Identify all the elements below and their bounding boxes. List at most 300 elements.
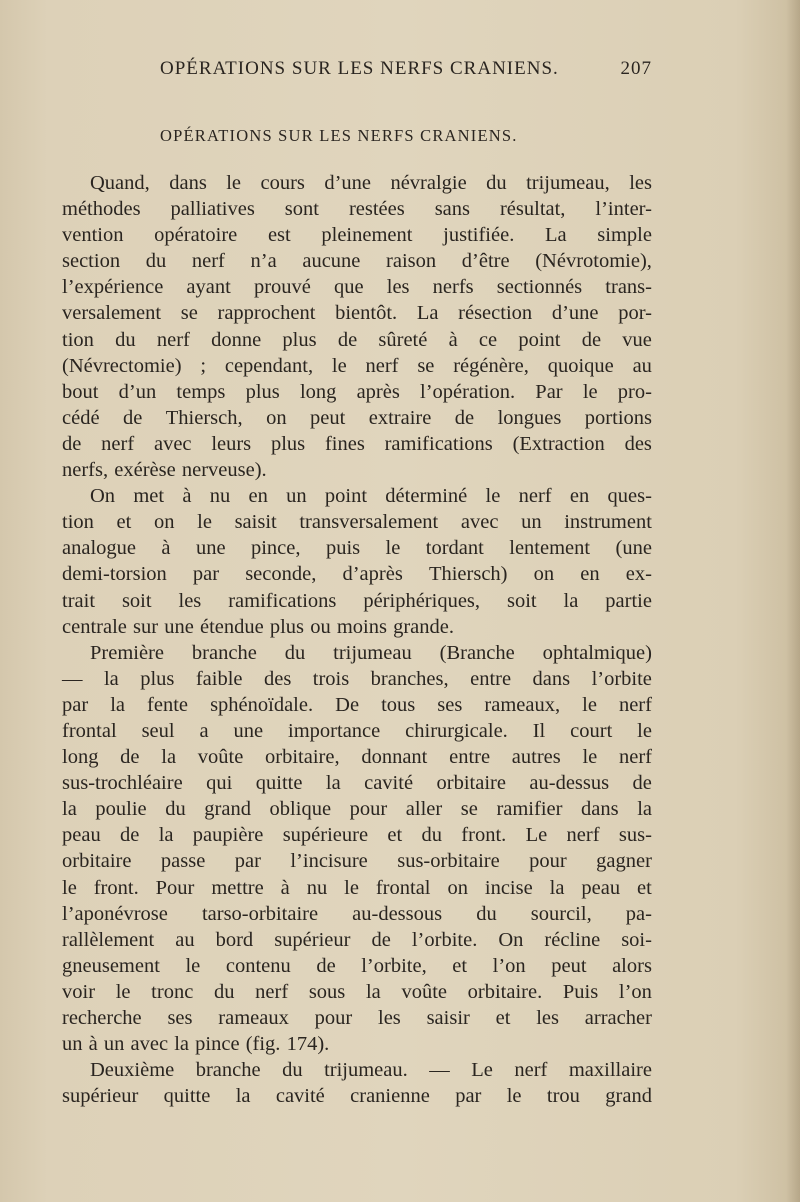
word: recherche [62, 1007, 142, 1029]
word: donnant [361, 746, 428, 769]
running-head-title: OPÉRATIONS SUR LES NERFS CRANIENS. [160, 58, 559, 79]
word: sont [284, 198, 319, 221]
word: à [88, 1033, 98, 1056]
word: aller [405, 798, 443, 821]
word: restées [348, 198, 405, 221]
word: par [62, 693, 89, 716]
word: gagner [596, 850, 652, 873]
word: des [263, 667, 292, 690]
word: nerf [101, 432, 135, 455]
word: dans [581, 798, 619, 821]
word: et [637, 876, 652, 899]
word: cependant, [224, 354, 314, 377]
word: du [282, 1059, 303, 1082]
word: les [386, 276, 410, 299]
word: Quand, [90, 172, 150, 194]
word: poulie [95, 798, 147, 821]
word: se [460, 798, 478, 821]
word: ce [478, 328, 498, 351]
word: se [180, 302, 198, 325]
word: à [161, 537, 171, 560]
word: trijumeau [333, 641, 412, 664]
text-line [62, 1031, 652, 1057]
word: cavité [364, 772, 414, 795]
text-line [62, 274, 652, 300]
word: des [624, 432, 652, 455]
text-line [62, 666, 652, 692]
word: la [110, 693, 126, 716]
word: Le [525, 824, 548, 847]
text-line [62, 953, 652, 979]
word: gneusement [62, 954, 160, 977]
word: quoique [547, 354, 614, 377]
word: névralgie [390, 172, 467, 194]
word: le [637, 719, 652, 742]
word: ex- [625, 563, 652, 586]
word: pa- [625, 902, 652, 925]
word: de [122, 406, 143, 429]
word: tordant [425, 537, 484, 560]
word: dans [532, 667, 571, 690]
word: ramifier [496, 798, 563, 821]
word: longues [497, 406, 562, 429]
word: plus [140, 667, 175, 690]
word: l’inter- [595, 198, 652, 221]
word: l’orbite, [361, 954, 427, 977]
word: trijumeau, [526, 172, 610, 194]
text-line [62, 588, 652, 614]
word: un [103, 1033, 125, 1056]
word: au-dessous [352, 902, 443, 925]
word: ses [167, 1007, 193, 1029]
text-line [62, 848, 652, 874]
word: Deuxième [90, 1059, 175, 1082]
word: trait [62, 589, 96, 612]
word: du [421, 824, 442, 847]
word: quitte [255, 772, 303, 795]
word: rallèlement [62, 928, 155, 951]
text-line [62, 770, 652, 796]
word: un [62, 1033, 83, 1056]
word: l’orbite. [411, 928, 478, 951]
word: 174). [286, 1033, 330, 1056]
word: le [185, 954, 201, 977]
word: du [145, 250, 167, 273]
word: bientôt. [335, 302, 398, 325]
word: saisir [426, 1007, 470, 1029]
word: d’après [342, 563, 403, 586]
word: une [233, 719, 264, 742]
word: la [158, 824, 174, 847]
word: cranienne [350, 1085, 430, 1108]
word: La [545, 224, 567, 247]
section-title: OPÉRATIONS SUR LES NERFS CRANIENS. [160, 126, 518, 145]
word: supérieure [282, 824, 369, 847]
page-edge-shadow [786, 0, 800, 1202]
word: l’on [492, 954, 526, 977]
word: le [582, 746, 598, 769]
word: le [197, 511, 212, 534]
word: nerf [365, 354, 399, 377]
word: le [115, 980, 131, 1003]
text-line [62, 327, 652, 353]
text-line [62, 431, 652, 457]
text-line [62, 901, 652, 927]
word: opératoire [154, 224, 238, 247]
word: nerf [618, 746, 652, 769]
word: un [521, 511, 542, 534]
word: On [498, 928, 524, 951]
word: de [581, 328, 602, 351]
word: du [284, 641, 306, 664]
word: rameaux, [484, 693, 561, 716]
word: alors [612, 954, 652, 977]
word: (Névrotomie), [535, 250, 652, 273]
word: la [235, 1085, 251, 1108]
word: un [286, 485, 307, 508]
word: par [192, 563, 220, 586]
word: partie [605, 589, 652, 612]
word: voir [62, 980, 96, 1003]
word: — [62, 667, 83, 690]
word: point [518, 328, 561, 351]
text-line [62, 300, 652, 326]
word: sus- [618, 824, 652, 847]
word: sans [434, 198, 470, 221]
text-line [62, 692, 652, 718]
word: soit [121, 589, 152, 612]
word: n’a [250, 250, 277, 273]
word: peau [62, 824, 101, 847]
word: peut [310, 406, 346, 429]
text-line [62, 483, 652, 509]
word: on [447, 876, 468, 899]
text-line [62, 561, 652, 587]
word: oblique [269, 798, 332, 821]
word: Première [90, 641, 164, 664]
word: plus [270, 432, 306, 455]
word: les [536, 1007, 559, 1029]
word: seconde, [245, 563, 317, 586]
word: avec [460, 511, 499, 534]
word: (une [615, 537, 652, 560]
word: nerf [518, 485, 552, 508]
word: le [582, 693, 597, 716]
word: tion [62, 511, 94, 534]
word: à [448, 328, 458, 351]
word: nerfs [432, 276, 474, 299]
word: on [533, 563, 555, 586]
word: d’être [461, 250, 510, 273]
page-number: 207 [620, 58, 652, 79]
word: pro- [617, 380, 652, 403]
word: la [365, 980, 381, 1003]
word: de [337, 328, 358, 351]
word: quitte [163, 1085, 211, 1108]
word: le [344, 876, 359, 899]
word: la [325, 772, 341, 795]
word: les [178, 589, 202, 612]
word: pince, [250, 537, 301, 560]
word: bout [62, 380, 99, 403]
word: mettre [211, 876, 264, 899]
word: pleinement [321, 224, 413, 247]
word: d’une [551, 302, 599, 325]
word: nerf [191, 250, 225, 273]
word: temps [176, 380, 226, 403]
text-line [62, 718, 652, 744]
word: pince [195, 1033, 240, 1056]
word: transversalement [299, 511, 439, 534]
word: que [334, 276, 364, 299]
word: La [416, 302, 439, 325]
word: de [316, 954, 336, 977]
word: récline [544, 928, 601, 951]
word: moins [336, 615, 387, 638]
word: raison [386, 250, 437, 273]
word: Thiersch) [428, 563, 508, 586]
text-line [62, 1005, 652, 1031]
word: entre [449, 746, 491, 769]
word: méthodes [62, 198, 141, 221]
word: l’orbite [591, 667, 652, 690]
word: supérieur [62, 1085, 139, 1108]
word: peut [551, 954, 587, 977]
word: soit [506, 589, 537, 612]
word: soi- [621, 928, 652, 951]
word: ses [437, 693, 463, 716]
word: d’une [324, 172, 371, 194]
word: par [234, 850, 261, 873]
word: nerf [255, 980, 289, 1003]
word: section [62, 250, 121, 273]
running-head [160, 58, 652, 80]
word: orbitaire [62, 850, 132, 873]
word: la [563, 589, 579, 612]
word: les [629, 172, 652, 194]
word: qui [206, 772, 233, 795]
word: (fig. [245, 1033, 281, 1056]
text-line [62, 979, 652, 1005]
word: sourcil, [530, 902, 592, 925]
word: l’opération. [420, 380, 516, 403]
word: sus-orbitaire [397, 850, 500, 873]
word: sphénoïdale. [210, 693, 314, 716]
word: le [582, 380, 598, 403]
word: orbitaire [436, 772, 506, 795]
word: cours [260, 172, 305, 194]
word: trois [312, 667, 350, 690]
word: résultat, [499, 198, 566, 221]
body-text [62, 170, 652, 1109]
word: on [266, 406, 287, 429]
word: l’on [618, 980, 652, 1003]
word: plus [282, 328, 317, 351]
word: nerf [156, 328, 190, 351]
word: arracher [584, 1007, 652, 1029]
word: Pour [155, 876, 195, 899]
word: point [324, 485, 368, 508]
word: sur [133, 615, 159, 638]
word: demi-torsion [62, 563, 167, 586]
word: la [62, 798, 77, 821]
word: du [165, 798, 186, 821]
word: en [569, 485, 590, 508]
word: (Extraction [512, 432, 605, 455]
word: de [371, 928, 391, 951]
word: met [133, 485, 165, 508]
word: contenu [225, 954, 291, 977]
word: le [485, 485, 501, 508]
word: du [115, 328, 136, 351]
word: — [429, 1059, 450, 1082]
word: vention [62, 224, 124, 247]
word: orbitaire, [265, 746, 340, 769]
word: long [299, 380, 337, 403]
word: à [182, 485, 192, 508]
word: nerf [566, 824, 600, 847]
word: faible [195, 667, 243, 690]
word: et [387, 824, 403, 847]
word: Thiersch, [165, 406, 243, 429]
word: la [549, 876, 565, 899]
word: a [199, 719, 209, 742]
word: la [103, 667, 119, 690]
word: frontal [375, 876, 431, 899]
word: rameaux [218, 1007, 289, 1029]
word: de [120, 746, 140, 769]
text-line [62, 170, 652, 196]
word: lentement [509, 537, 591, 560]
word: (Névrectomie) [62, 354, 182, 377]
text-line [62, 1083, 652, 1109]
word: l’expérience [62, 276, 164, 299]
text-line [62, 875, 652, 901]
word: une [164, 615, 194, 638]
word: simple [597, 224, 652, 247]
word: autres [511, 746, 561, 769]
text-line [62, 509, 652, 535]
word: puis [325, 537, 361, 560]
word: trou [546, 1085, 580, 1108]
word: justifiée. [443, 224, 515, 247]
text-line [62, 796, 652, 822]
word: de [62, 432, 82, 455]
word: avec [130, 1033, 169, 1056]
text-line [62, 614, 652, 640]
word: leurs [211, 432, 252, 455]
word: on [153, 511, 175, 534]
word: nu [209, 485, 231, 508]
word: court [570, 719, 613, 742]
word: nerveuse). [181, 459, 267, 482]
word: d’un [118, 380, 157, 403]
text-line [62, 640, 652, 666]
word: aucune [302, 250, 361, 273]
text-line [62, 1057, 652, 1083]
word: Par [535, 380, 563, 403]
word: nerf [618, 693, 652, 716]
word: branches, [370, 667, 449, 690]
word: Puis [562, 980, 599, 1003]
text-line [62, 535, 652, 561]
word: palliatives [170, 198, 255, 221]
word: tous [381, 693, 416, 716]
word: ou [310, 615, 331, 638]
text-line [62, 457, 652, 483]
word: au-dessus [529, 772, 610, 795]
word: déterminé [385, 485, 468, 508]
word: en [580, 563, 600, 586]
word: front. [93, 876, 139, 899]
word: grand [605, 1085, 652, 1108]
text-line [62, 353, 652, 379]
word: fines [324, 432, 365, 455]
word: la [637, 798, 652, 821]
word: les [378, 1007, 401, 1029]
word: tronc [151, 980, 194, 1003]
word: incise [484, 876, 533, 899]
word: versalement [62, 302, 162, 325]
word: branche [191, 641, 257, 664]
word: long [62, 746, 99, 769]
word: l’aponévrose [62, 902, 168, 925]
word: ques- [607, 485, 652, 508]
text-line [62, 222, 652, 248]
word: branche [195, 1059, 261, 1082]
text-line [62, 927, 652, 953]
word: le [385, 537, 401, 560]
word: le [62, 876, 77, 899]
word: ramifications [228, 589, 337, 612]
word: cédé [62, 406, 100, 429]
word: et [495, 1007, 511, 1029]
word: au [632, 354, 652, 377]
word: Le [471, 1059, 493, 1082]
word: extraire [368, 406, 432, 429]
word: orbitaire. [467, 980, 543, 1003]
text-line [62, 379, 652, 405]
word: Il [532, 719, 546, 742]
word: ayant [186, 276, 231, 299]
word: avec [153, 432, 192, 455]
word: la [174, 1033, 190, 1056]
word: fente [147, 693, 189, 716]
word: plus [245, 380, 280, 403]
word: régénère, [453, 354, 529, 377]
word: por- [618, 302, 652, 325]
word: de [454, 406, 475, 429]
word: du [486, 172, 507, 194]
word: importance [288, 719, 381, 742]
word: et [452, 954, 468, 977]
word: trans- [605, 276, 652, 299]
word: sous [308, 980, 346, 1003]
word: du [476, 902, 497, 925]
text-line [62, 196, 652, 222]
word: est [267, 224, 291, 247]
word: résection [458, 302, 533, 325]
word: voûte [401, 980, 447, 1003]
text-line [62, 822, 652, 848]
word: cavité [275, 1085, 325, 1108]
word: dans [169, 172, 207, 194]
word: au [175, 928, 195, 951]
word: du [213, 980, 235, 1003]
word: tion [62, 328, 94, 351]
word: vue [622, 328, 652, 351]
word: grande. [393, 615, 454, 638]
